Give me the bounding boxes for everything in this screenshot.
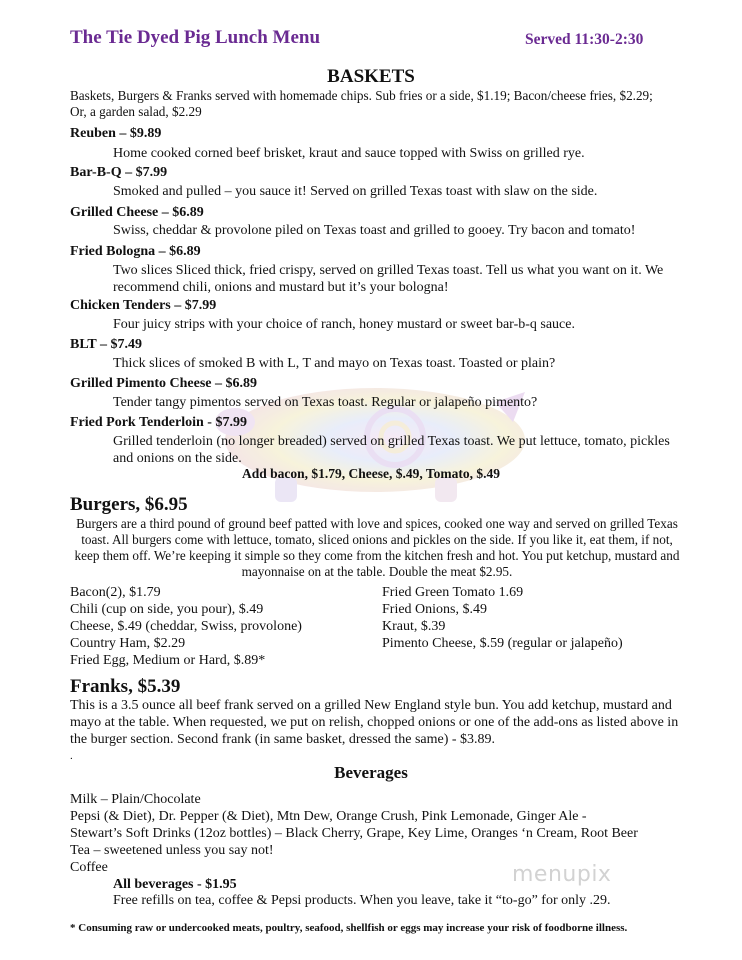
menu-title: The Tie Dyed Pig Lunch Menu	[70, 27, 321, 48]
burger-option: Cheese, $.49 (cheddar, Swiss, provolone)	[70, 619, 302, 634]
item-blt-desc: Thick slices of smoked B with L, T and mayo on Texas toast. Toasted or plain?	[113, 356, 556, 371]
burger-option: Chili (cup on side, you pour), $.49	[70, 602, 264, 617]
burger-option: Fried Egg, Medium or Hard, $.89*	[70, 653, 266, 668]
beverage-line: Tea – sweetened unless you say not!	[70, 843, 274, 858]
item-reuben-desc: Home cooked corned beef brisket, kraut and sauce topped with Swiss on grilled rye.	[113, 146, 585, 161]
baskets-heading: BASKETS	[327, 66, 415, 87]
item-chicken-tenders-desc: Four juicy strips with your choice of ranch, honey mustard or sweet bar-b-q sauce.	[113, 317, 575, 332]
burger-option: Pimento Cheese, $.59 (regular or jalapeño)	[382, 636, 623, 651]
franks-desc: This is a 3.5 ounce all beef frank served on a grilled New England style bun. You add ketchup, mustard and mayo at the table. When requested, we put on relish, chopped onions or one of the add-ons as listed above in the burger section. Second frank (in same basket, dressed the same) - $3.89.	[70, 698, 679, 747]
beverage-line: Stewart’s Soft Drinks (12oz bottles) – Black Cherry, Grape, Key Lime, Oranges ‘n Cream, Root Beer	[70, 826, 638, 841]
burgers-desc: Burgers are a third pound of ground beef patted with love and spices, cooked one way and served on grilled Texas toast. All burgers come with lettuce, tomato, sliced onions and pickles on the side. If you like it, eat them, if not, keep them off. We’re keeping it simple so they come from the kitchen fresh and hot. You put ketchup, mustard and mayonnaise on at the table. Double the meat $2.95.	[74, 516, 680, 579]
burger-option: Fried Onions, $.49	[382, 602, 487, 617]
served-hours: Served 11:30-2:30	[525, 31, 644, 48]
basket-addons: Add bacon, $1.79, Cheese, $.49, Tomato, $.49	[241, 466, 501, 481]
item-pork-tenderloin-name: Fried Pork Tenderloin - $7.99	[70, 415, 247, 430]
item-pimento-cheese-desc: Tender tangy pimentos served on Texas toast. Regular or jalapeño pimento?	[113, 395, 538, 410]
beverage-line: Pepsi (& Diet), Dr. Pepper (& Diet), Mtn Dew, Orange Crush, Pink Lemonade, Ginger Ale -	[70, 809, 587, 824]
beverage-line: Coffee	[70, 860, 108, 875]
item-blt-name: BLT – $7.49	[70, 337, 142, 352]
item-pork-tenderloin-desc: Grilled tenderloin (no longer breaded) served on grilled Texas toast. We put lettuce, tomato, pickles and onions on the side.	[113, 434, 670, 466]
item-fried-bologna-desc: Two slices Sliced thick, fried crispy, served on grilled Texas toast. Tell us what you want on it. We recommend chili, onions and mustard but it’s your bologna!	[113, 263, 664, 295]
item-pimento-cheese-name: Grilled Pimento Cheese – $6.89	[70, 376, 258, 391]
item-fried-bologna-name: Fried Bologna – $6.89	[70, 244, 201, 259]
burger-option: Country Ham, $2.29	[70, 636, 186, 651]
menupix-watermark: menupix	[512, 862, 612, 887]
item-barbq-desc: Smoked and pulled – you sauce it! Served on grilled Texas toast with slaw on the side.	[113, 184, 598, 199]
franks-dot: .	[70, 750, 73, 762]
beverages-heading: Beverages	[334, 763, 408, 782]
burger-option: Bacon(2), $1.79	[70, 585, 161, 600]
burger-option: Kraut, $.39	[382, 619, 446, 634]
baskets-intro: Baskets, Burgers & Franks served with homemade chips. Sub fries or a side, $1.19; Bacon/cheese fries, $2.29; Or, a garden salad, $2.29	[70, 88, 653, 119]
refills-note: Free refills on tea, coffee & Pepsi products. When you leave, take it “to-go” for only .29.	[113, 893, 611, 908]
item-grilled-cheese-desc: Swiss, cheddar & provolone piled on Texas toast and grilled to gooey. Try bacon and tomato!	[113, 223, 636, 238]
item-chicken-tenders-name: Chicken Tenders – $7.99	[70, 298, 217, 313]
burger-option: Fried Green Tomato 1.69	[382, 585, 524, 600]
franks-heading: Franks, $5.39	[70, 676, 181, 697]
item-reuben-name: Reuben – $9.89	[70, 126, 162, 141]
burgers-heading: Burgers, $6.95	[70, 494, 188, 515]
foodborne-illness-warning: * Consuming raw or undercooked meats, poultry, seafood, shellfish or eggs may increase your risk of foodborne illness.	[70, 922, 628, 934]
beverage-line: Milk – Plain/Chocolate	[70, 792, 201, 807]
item-barbq-name: Bar-B-Q – $7.99	[70, 165, 168, 180]
all-beverages-price: All beverages - $1.95	[113, 877, 237, 892]
item-grilled-cheese-name: Grilled Cheese – $6.89	[70, 205, 204, 220]
